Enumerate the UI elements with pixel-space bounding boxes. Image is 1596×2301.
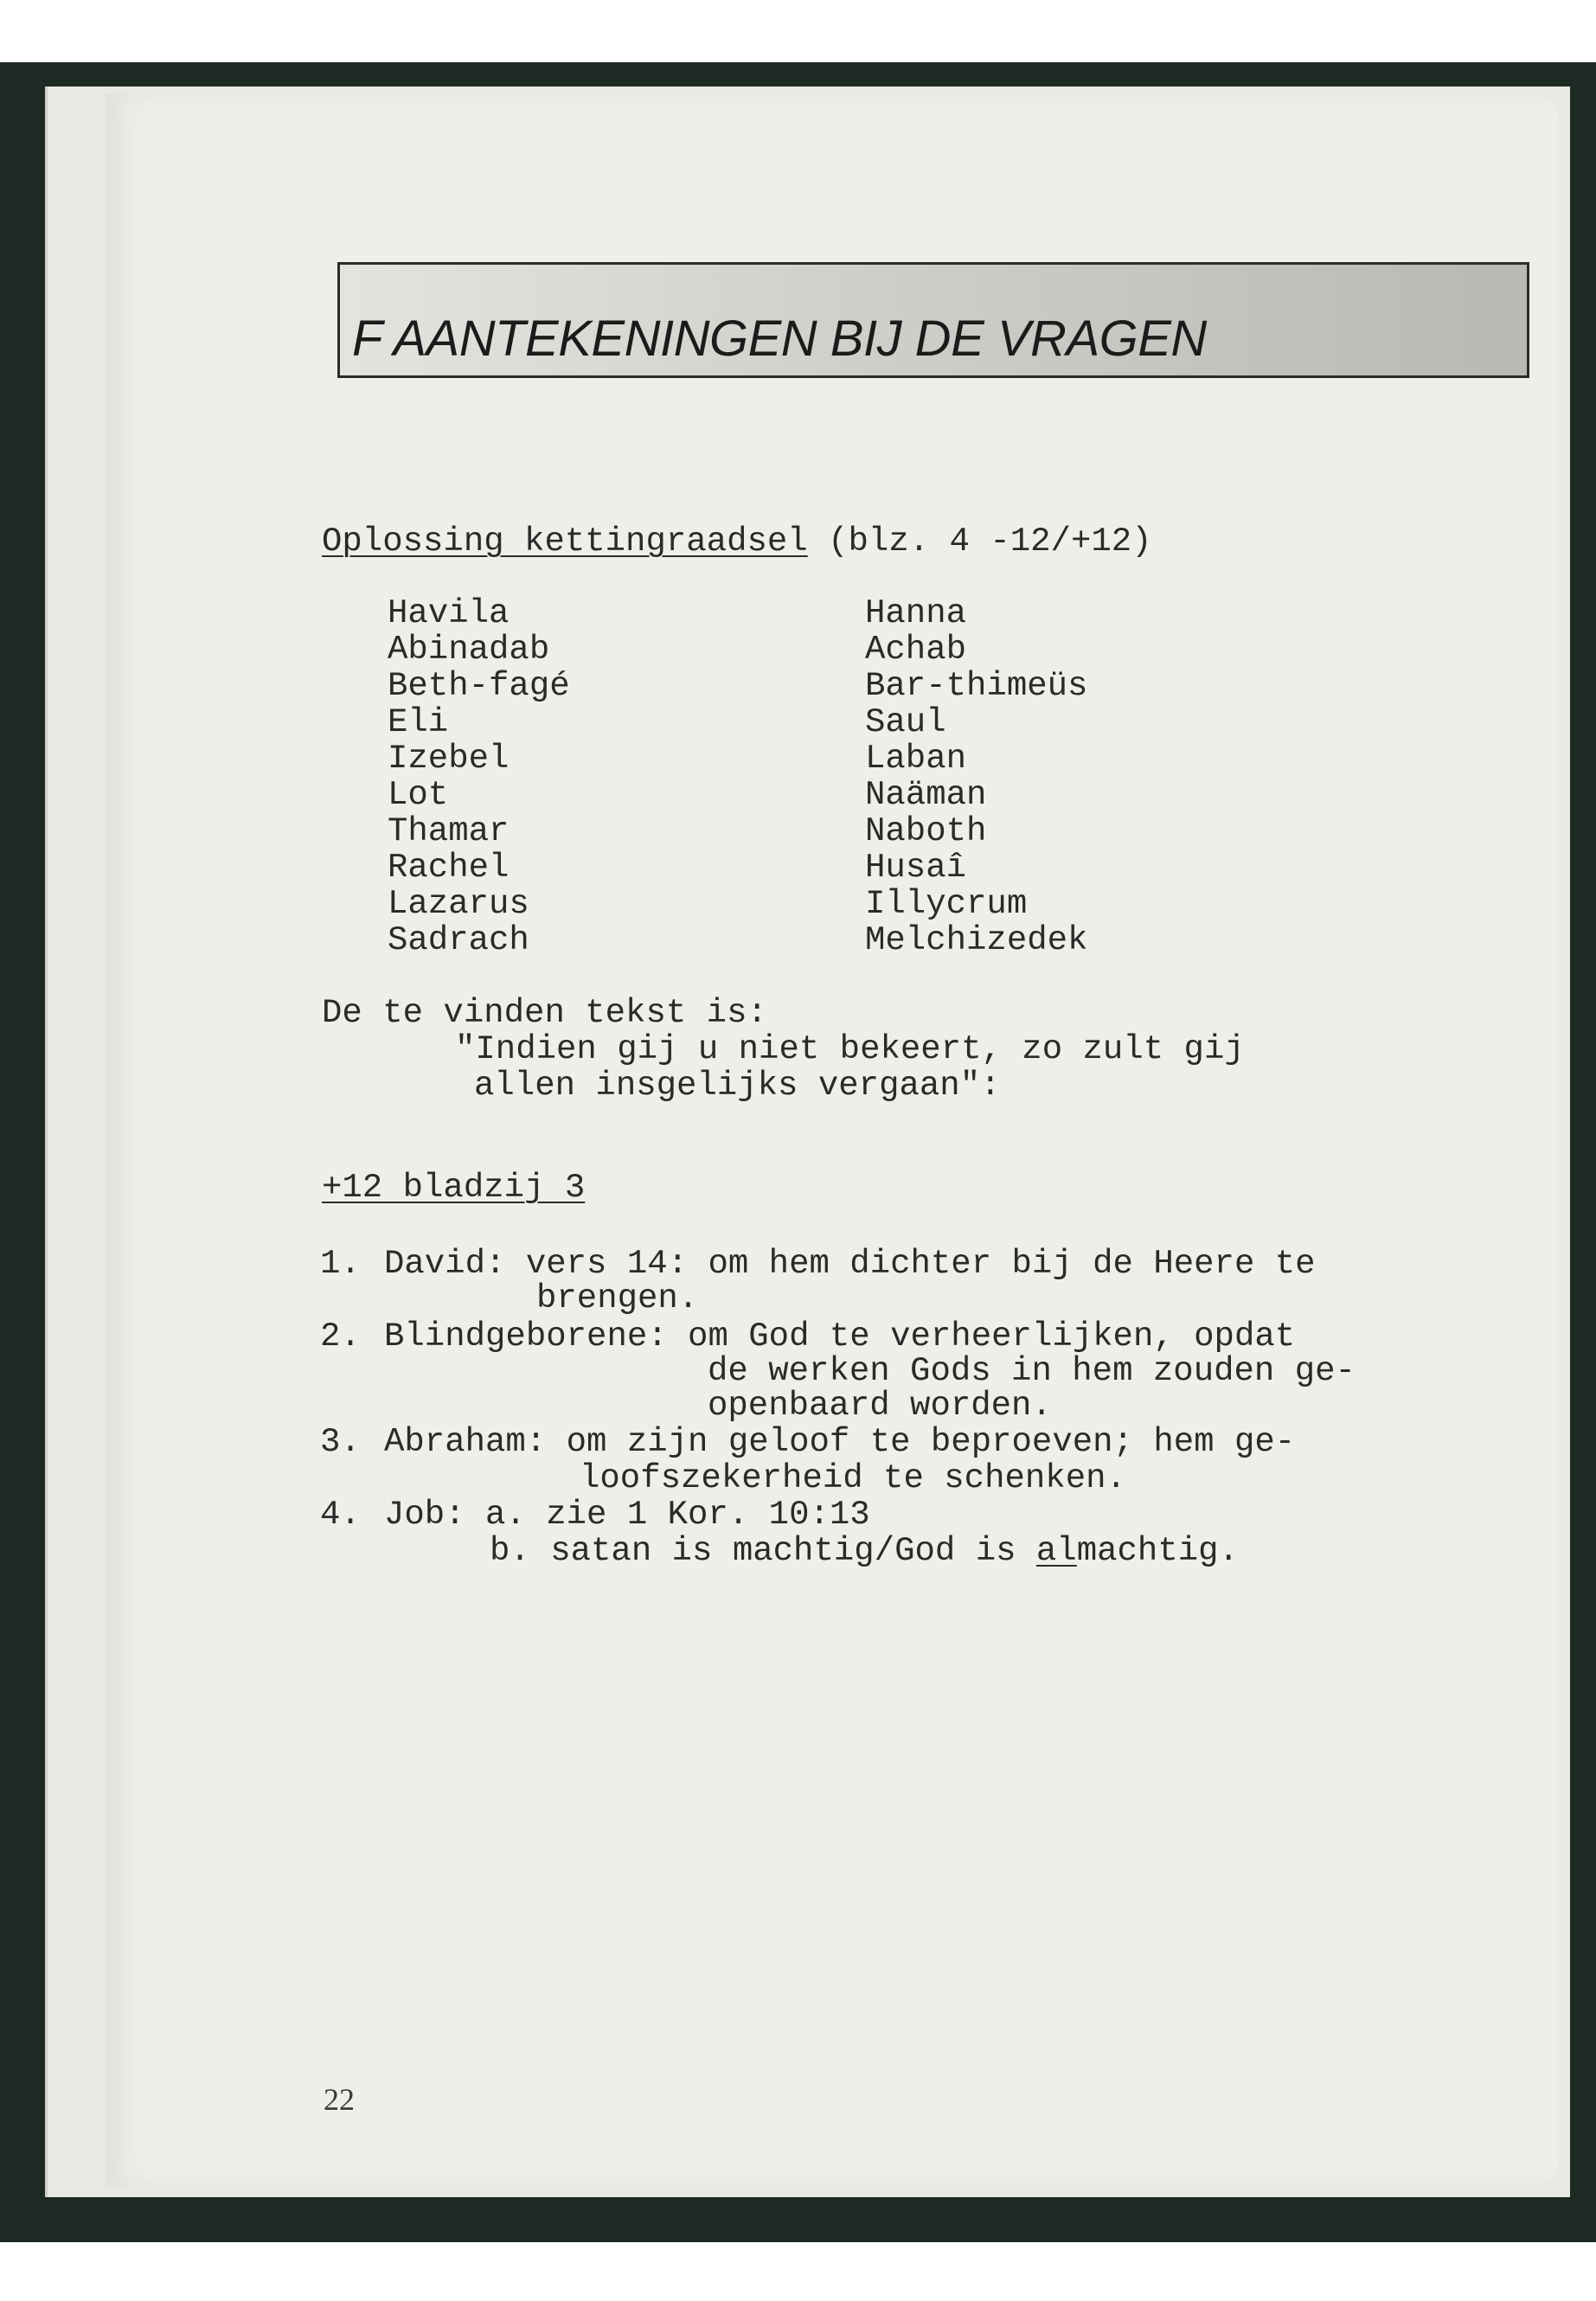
list-item: Melchizedek — [865, 921, 1088, 959]
answer-intro: De te vinden tekst is: — [322, 994, 767, 1032]
questions-heading: +12 bladzij 3 — [322, 1169, 586, 1207]
list-item: Eli — [388, 703, 449, 741]
puzzle-heading-line — [322, 523, 1152, 560]
list-item: Sadrach — [388, 921, 529, 959]
answer-3-line-2: loofszekerheid te schenken. — [580, 1459, 1126, 1497]
list-item: Rachel — [388, 849, 510, 887]
list-item: Bar-thimeüs — [865, 667, 1088, 705]
answer-4-line-2 — [490, 1533, 1239, 1569]
answer-4-line-2-suffix: machtig. — [1076, 1532, 1239, 1570]
list-item: Hanna — [865, 594, 967, 632]
list-item: Laban — [865, 740, 967, 778]
page-number: 22 — [324, 2082, 355, 2117]
list-item: Husaî — [865, 849, 967, 887]
answer-1-line-1: David: vers 14: om hem dichter bij de Heere te — [384, 1245, 1316, 1283]
list-item: Naboth — [865, 812, 987, 850]
emphasis-al: al — [1035, 1532, 1077, 1570]
answer-3-line-1: Abraham: om zijn geloof te beproeven; hem ge- — [384, 1423, 1296, 1461]
list-item: Abinadab — [388, 631, 550, 669]
list-item: Lot — [388, 776, 449, 814]
answer-number-2: 2. — [320, 1317, 361, 1356]
list-item: Achab — [865, 631, 967, 669]
answer-line-2: allen insgelijks vergaan": — [474, 1067, 1001, 1105]
answer-number-4: 4. — [320, 1496, 361, 1534]
answer-2-line-2: de werken Gods in hem zouden ge- — [708, 1352, 1356, 1390]
answer-2-line-1: Blindgeborene: om God te verheerlijken, opdat — [384, 1317, 1296, 1356]
right-names-list — [865, 595, 1087, 958]
section-title: F AANTEKENINGEN BIJ DE VRAGEN — [352, 311, 1207, 367]
list-item: Saul — [865, 703, 946, 741]
answer-4-line-2-text: b. satan is machtig/God is — [490, 1532, 1036, 1570]
list-item: Lazarus — [388, 885, 529, 923]
book-page — [106, 93, 1559, 2187]
left-names-list — [388, 595, 570, 958]
list-item: Illycrum — [865, 885, 1028, 923]
list-item: Naäman — [865, 776, 987, 814]
list-item: Beth-fagé — [388, 667, 570, 705]
answer-2-line-3: openbaard worden. — [708, 1387, 1052, 1425]
answer-number-3: 3. — [320, 1423, 361, 1461]
answer-number-1: 1. — [320, 1245, 361, 1283]
puzzle-reference: (blz. 4 -12/+12) — [828, 522, 1152, 561]
answer-4-line-1: Job: a. zie 1 Kor. 10:13 — [384, 1496, 870, 1534]
list-item: Thamar — [388, 812, 510, 850]
answer-1-line-2: brengen. — [536, 1279, 699, 1317]
puzzle-heading: Oplossing kettingraadsel — [322, 522, 808, 561]
list-item: Izebel — [388, 740, 510, 778]
section-banner — [337, 262, 1529, 378]
list-item: Havila — [388, 594, 510, 632]
answer-line-1: "Indien gij u niet bekeert, zo zult gij — [455, 1030, 1245, 1068]
